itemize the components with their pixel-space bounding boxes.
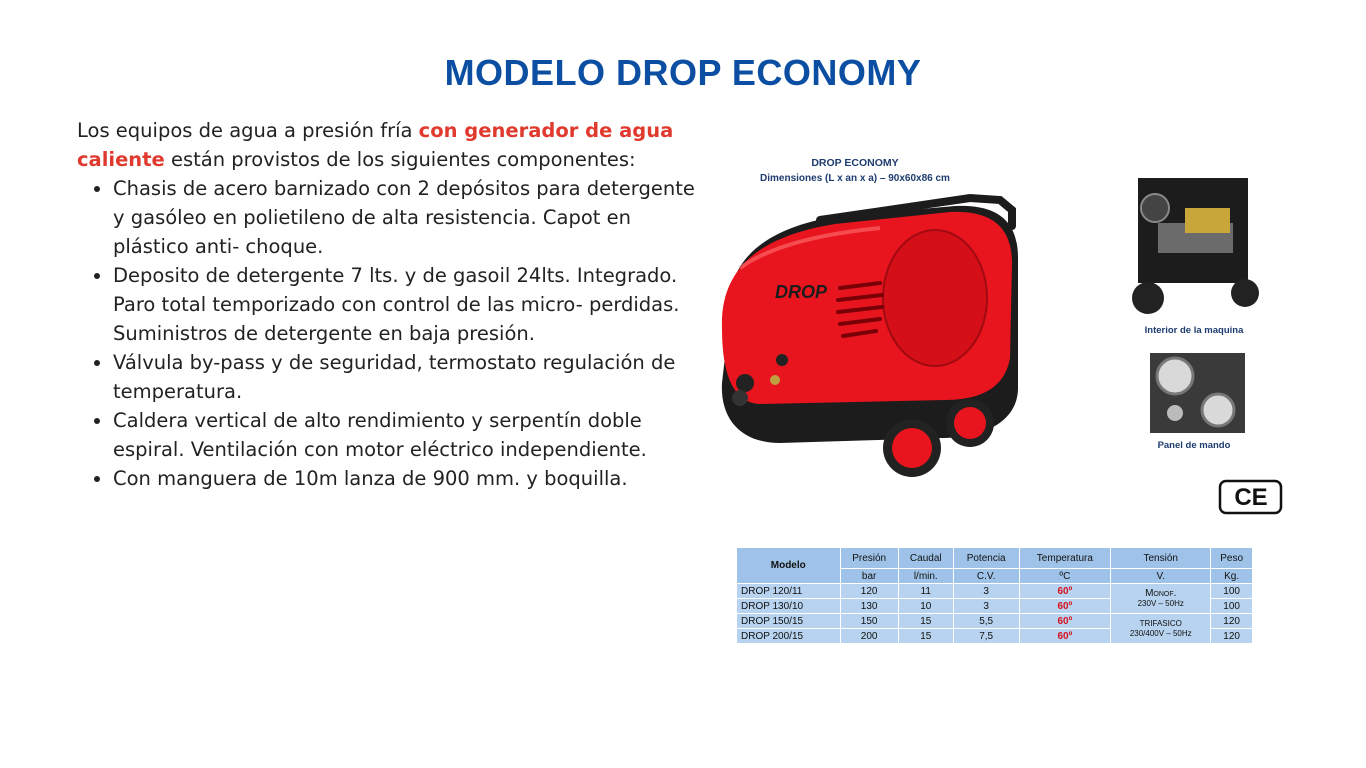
spec-table — [736, 547, 1253, 644]
header-tension: Tensión — [1111, 548, 1211, 569]
cell-presion: 130 — [840, 599, 898, 614]
cell-potencia: 7,5 — [953, 629, 1019, 644]
cell-peso: 100 — [1211, 584, 1253, 599]
page-title: MODELO DROP ECONOMY — [444, 52, 922, 93]
cell-temp: 60º — [1019, 584, 1111, 599]
table-row — [737, 614, 1253, 629]
cell-caudal: 15 — [898, 629, 953, 644]
ce-mark-label: CE — [1234, 484, 1268, 511]
unit-cv: C.V. — [953, 569, 1019, 584]
header-peso: Peso — [1211, 548, 1253, 569]
list-item: • Válvula by-pass y de seguridad, termostato regulación de temperatura. — [113, 348, 705, 406]
list-item: • Con manguera de 10m lanza de 900 mm. y boquilla. — [113, 464, 705, 493]
cell-caudal: 10 — [898, 599, 953, 614]
cell-potencia: 3 — [953, 584, 1019, 599]
cell-peso: 100 — [1211, 599, 1253, 614]
intro-highlight: con generador de agua caliente — [77, 119, 674, 171]
intro-part2: están provistos de los siguientes componentes: — [164, 148, 636, 171]
interior-caption: Interior de la maquina — [1144, 325, 1244, 336]
tension-tri-label: TRIFASICO — [1139, 618, 1182, 628]
intro-paragraph — [77, 116, 705, 174]
list-item: • Deposito de detergente 7 lts. y de gasoil 24lts. Integrado. Paro total temporizado con control de las micro- perdidas. Suministros de detergente en baja presión. — [113, 261, 705, 348]
cell-modelo: DROP 130/10 — [737, 599, 841, 614]
brand-logo: DROP — [775, 282, 828, 302]
list-item: • Chasis de acero barnizado con 2 depósitos para detergente y gasóleo en polietileno de alta resistencia. Capot en plástico anti- choque. — [113, 174, 705, 261]
cell-temp: 60º — [1019, 599, 1111, 614]
header-temperatura: Temperatura — [1019, 548, 1111, 569]
control-panel-photo — [1150, 353, 1245, 433]
intro-part1: Los equipos de agua a presión fría — [77, 119, 419, 142]
cell-presion: 150 — [840, 614, 898, 629]
unit-volt: V. — [1111, 569, 1211, 584]
cell-peso: 120 — [1211, 614, 1253, 629]
header-caudal: Caudal — [898, 548, 953, 569]
ce-mark-icon — [1220, 481, 1281, 513]
component-list — [77, 174, 705, 493]
product-dimensions: Dimensiones (L x an x a) – 90x60x86 cm — [760, 173, 950, 184]
cell-tension-tri — [1111, 614, 1211, 644]
list-item: • Caldera vertical de alto rendimiento y serpentín doble espiral. Ventilación con motor eléctrico independiente. — [113, 406, 705, 464]
header-potencia: Potencia — [953, 548, 1019, 569]
header-modelo: Modelo — [737, 548, 841, 584]
product-name: DROP ECONOMY — [811, 157, 899, 169]
product-image — [700, 148, 1290, 518]
cell-caudal: 11 — [898, 584, 953, 599]
cell-potencia: 5,5 — [953, 614, 1019, 629]
cell-tension-mono — [1111, 584, 1211, 614]
cell-temp: 60º — [1019, 614, 1111, 629]
table-row — [737, 584, 1253, 599]
tension-tri-voltage: 230/400V – 50Hz — [1129, 628, 1192, 638]
cell-modelo: DROP 200/15 — [737, 629, 841, 644]
cell-potencia: 3 — [953, 599, 1019, 614]
tension-mono-voltage: 230V – 50Hz — [1137, 598, 1184, 608]
cell-presion: 120 — [840, 584, 898, 599]
cell-temp: 60º — [1019, 629, 1111, 644]
unit-celsius: ºC — [1019, 569, 1111, 584]
interior-photo — [1128, 170, 1259, 318]
panel-caption: Panel de mando — [1157, 440, 1231, 451]
cell-modelo: DROP 150/15 — [737, 614, 841, 629]
cell-caudal: 15 — [898, 614, 953, 629]
cell-modelo: DROP 120/11 — [737, 584, 841, 599]
cell-presion: 200 — [840, 629, 898, 644]
unit-kg: Kg. — [1211, 569, 1253, 584]
tension-mono-label: Monof. — [1145, 587, 1177, 599]
description — [77, 116, 705, 493]
unit-bar: bar — [840, 569, 898, 584]
cell-peso: 120 — [1211, 629, 1253, 644]
header-presion: Presión — [840, 548, 898, 569]
unit-lmin: l/min. — [898, 569, 953, 584]
